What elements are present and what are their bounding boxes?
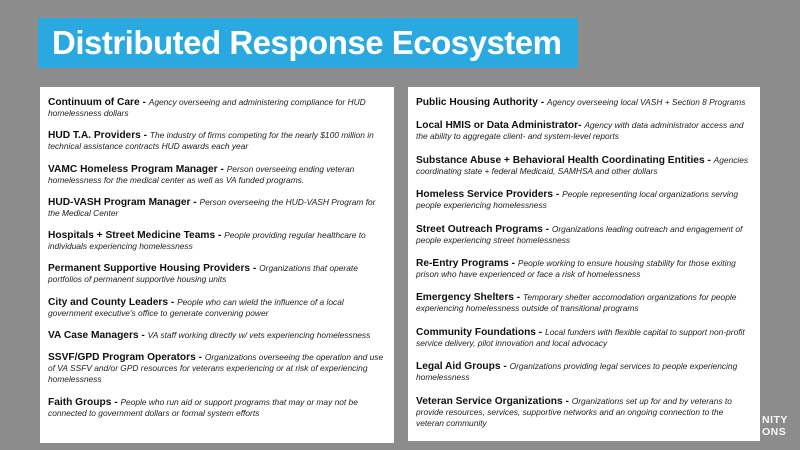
list-item: [48, 263, 386, 285]
list-item: [416, 97, 752, 108]
left-column-card: [40, 87, 394, 443]
entry-description: People who run aid or support programs that may or may not be connected to government dollars or formal system efforts: [48, 396, 358, 418]
entry-term: Substance Abuse + Behavioral Health Coordinating Entities -: [416, 154, 714, 166]
entry-description: Local funders with flexible capital to support non-profit service delivery, pilot innovation and local advocacy: [416, 326, 745, 348]
entry-description: VA staff working directly w/ vets experiencing homelessness: [147, 330, 371, 341]
entry-term: City and County Leaders -: [48, 296, 178, 308]
entry-term: Permanent Supportive Housing Providers -: [48, 263, 260, 275]
list-item: [48, 352, 386, 385]
entry-description: Agency overseeing local VASH + Section 8 Programs: [546, 97, 746, 107]
list-item: [416, 292, 752, 314]
entry-description: People providing regular healthcare to individuals experiencing homelessness: [48, 230, 366, 252]
entry-description: Organizations that operate portfolios of permanent supportive housing units: [48, 263, 358, 285]
list-item: [416, 120, 752, 142]
entry-term: Public Housing Authority -: [416, 97, 547, 108]
list-item: [48, 130, 386, 152]
entry-description: Organizations overseeing the operation and use of VA SSFV and/or GPD resources for veterans experiencing or at risk of experiencing homelessness: [48, 352, 384, 385]
entry-description: Organizations leading outreach and engagement of people experiencing street homelessness: [416, 223, 743, 245]
right-column-card: [408, 87, 760, 441]
entry-term: Legal Aid Groups -: [416, 361, 510, 373]
entry-description: People who can wield the influence of a local government executive's office to generate convening power: [48, 296, 344, 318]
list-item: [48, 230, 386, 252]
entry-description: Agency overseeing and administering compliance for HUD homelessness dollars: [48, 97, 366, 118]
list-item: [416, 189, 752, 211]
entry-term: Faith Groups -: [48, 396, 121, 408]
entry-term: Local HMIS or Data Administrator-: [416, 120, 585, 132]
entry-description: Agency with data administrator access and the ability to aggregate client- and system-level reports: [416, 120, 744, 142]
list-item: [416, 396, 752, 429]
list-item: [416, 361, 752, 383]
entry-description: The industry of firms competing for the nearly $100 million in technical assistance contracts HUD awards each year: [48, 130, 374, 152]
entry-term: Veteran Service Organizations -: [416, 395, 572, 407]
list-item: [416, 224, 752, 246]
watermark-line: NITY: [762, 414, 788, 426]
entry-description: People representing local organizations serving people experiencing homelessness: [416, 189, 739, 211]
logo-watermark: [762, 414, 800, 438]
entry-term: Re-Entry Programs -: [416, 257, 518, 269]
list-item: [416, 327, 752, 349]
entry-description: Organizations set up for and by veterans to provide resources, services, supportive networks and an ongoing connection to the veteran community: [416, 395, 732, 428]
list-item: [48, 297, 386, 319]
entry-description: Person overseeing the HUD-VASH Program for the Medical Center: [48, 196, 376, 218]
list-item: [416, 155, 752, 177]
slide-title: Distributed Response Ecosystem: [38, 18, 578, 68]
entry-description: People working to ensure housing stability for those exiting prison who have experienced or face a risk of homelessness: [416, 257, 736, 279]
list-item: [48, 97, 386, 119]
entry-term: HUD-VASH Program Manager -: [48, 196, 200, 208]
entry-term: Community Foundations -: [416, 326, 546, 338]
list-item: [416, 258, 752, 280]
entry-term: Hospitals + Street Medicine Teams -: [48, 230, 225, 242]
entry-term: Emergency Shelters -: [416, 292, 524, 304]
entry-description: Temporary shelter accomodation organizations for people experiencing homelessness outside of transitional programs: [416, 292, 737, 314]
entry-term: HUD T.A. Providers -: [48, 130, 150, 142]
entry-term: Street Outreach Programs -: [416, 223, 552, 235]
entry-term: SSVF/GPD Program Operators -: [48, 352, 205, 364]
entry-description: Agencies coordinating state + federal Medicaid, SAMHSA and other dollars: [416, 154, 749, 176]
entry-term: VAMC Homeless Program Manager -: [48, 163, 227, 175]
watermark-line: ONS: [762, 426, 787, 438]
entry-term: Homeless Service Providers -: [416, 189, 563, 201]
entry-description: Person overseeing ending veteran homelessness for the medical center as well as VA funded programs.: [48, 163, 355, 185]
list-item: [48, 197, 386, 219]
list-item: [48, 330, 386, 341]
list-item: [48, 164, 386, 186]
entry-term: VA Case Managers -: [48, 330, 148, 342]
entry-term: Continuum of Care -: [48, 97, 149, 108]
entry-description: Organizations providing legal services to people experiencing homelessness: [416, 361, 738, 383]
list-item: [48, 397, 386, 419]
